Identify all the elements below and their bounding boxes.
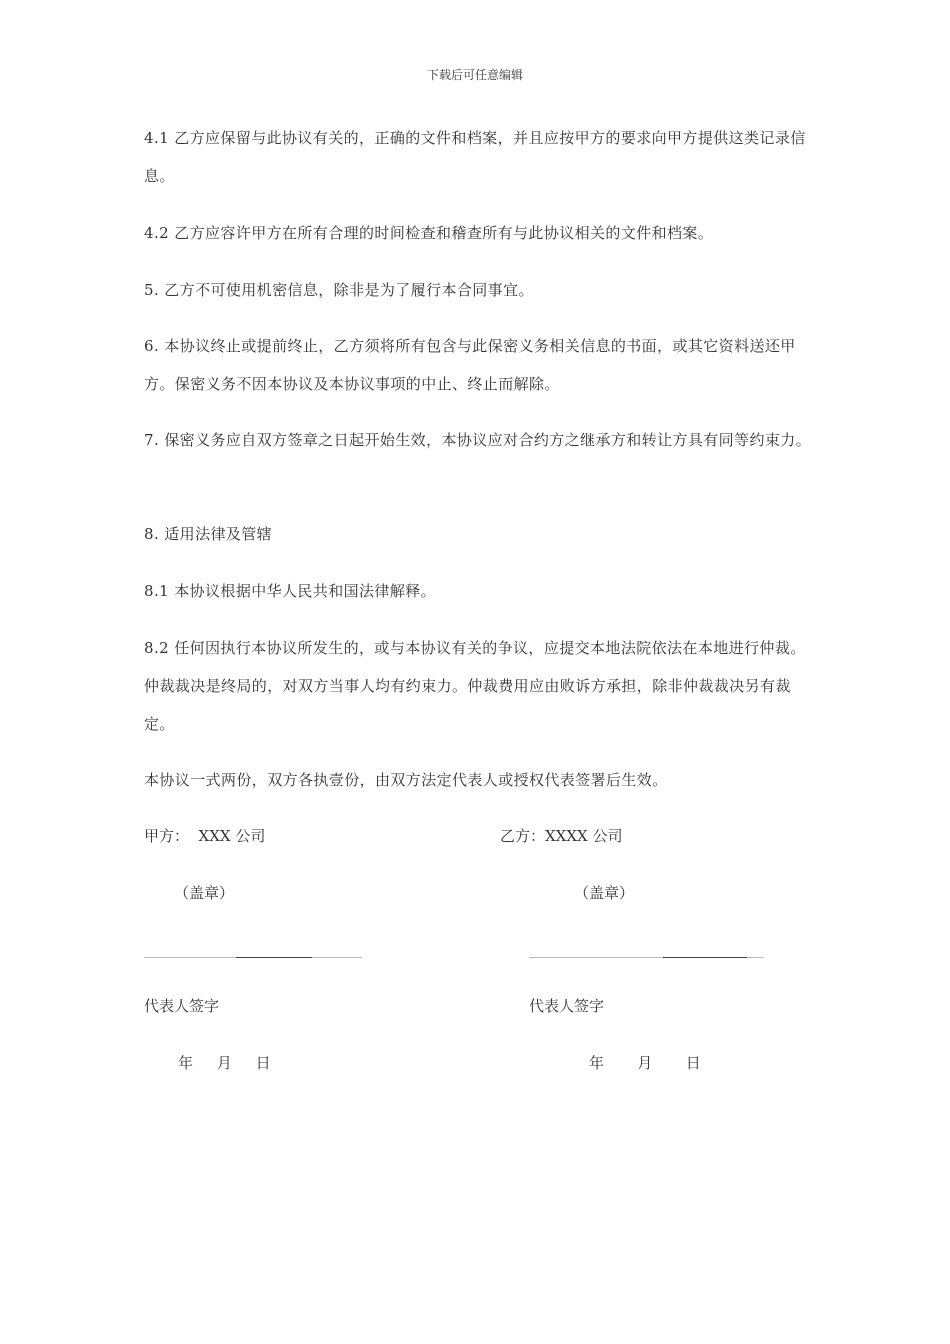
party-b-label: 乙方：XXXX 公司: [500, 827, 623, 845]
party-a-seal: （盖章）: [174, 884, 235, 902]
closing-statement: 本协议一式两份，双方各执壹份，由双方法定代表人或授权代表签署后生效。: [144, 771, 668, 789]
clause-4-1: 4.1 乙方应保留与此协议有关的，正确的文件和档案，并且应按甲方的要求向甲方提供这类记录信息。: [144, 129, 806, 185]
party-b-date: 年 月 日: [589, 1054, 701, 1072]
clause-7: 7. 保密义务应自双方签章之日起开始生效，本协议应对合约方之继承方和转让方具有同等约束力。: [144, 431, 812, 449]
clause-4-2: 4.2 乙方应容许甲方在所有合理的时间检查和稽查所有与此协议相关的文件和档案。: [144, 224, 714, 242]
clause-6: 6. 本协议终止或提前终止，乙方须将所有包含与此保密义务相关信息的书面，或其它资料送还甲方。保密义务不因本协议及本协议事项的中止、终止而解除。: [144, 337, 796, 393]
clause-5: 5. 乙方不可使用机密信息，除非是为了履行本合同事宜。: [144, 281, 534, 299]
party-b-signature-line: [529, 957, 764, 958]
party-a-signature-label: 代表人签字: [144, 997, 220, 1015]
party-b-signature-label: 代表人签字: [529, 997, 605, 1015]
party-a-signature-line: [144, 957, 362, 958]
party-a-label: 甲方： XXX 公司: [144, 827, 266, 845]
page-header: 下载后可任意编辑: [426, 68, 523, 82]
clause-8-2: 8.2 任何因执行本协议所发生的，或与本协议有关的争议，应提交本地法院依法在本地进行仲裁。仲裁裁决是终局的，对双方当事人均有约束力。仲裁费用应由败诉方承担，除非仲裁裁决另有裁定。: [144, 639, 806, 733]
clause-8-heading: 8. 适用法律及管辖: [144, 525, 273, 543]
clause-8-1: 8.1 本协议根据中华人民共和国法律解释。: [144, 582, 437, 600]
party-a-date: 年 月 日: [178, 1054, 271, 1072]
party-b-seal: （盖章）: [574, 884, 635, 902]
